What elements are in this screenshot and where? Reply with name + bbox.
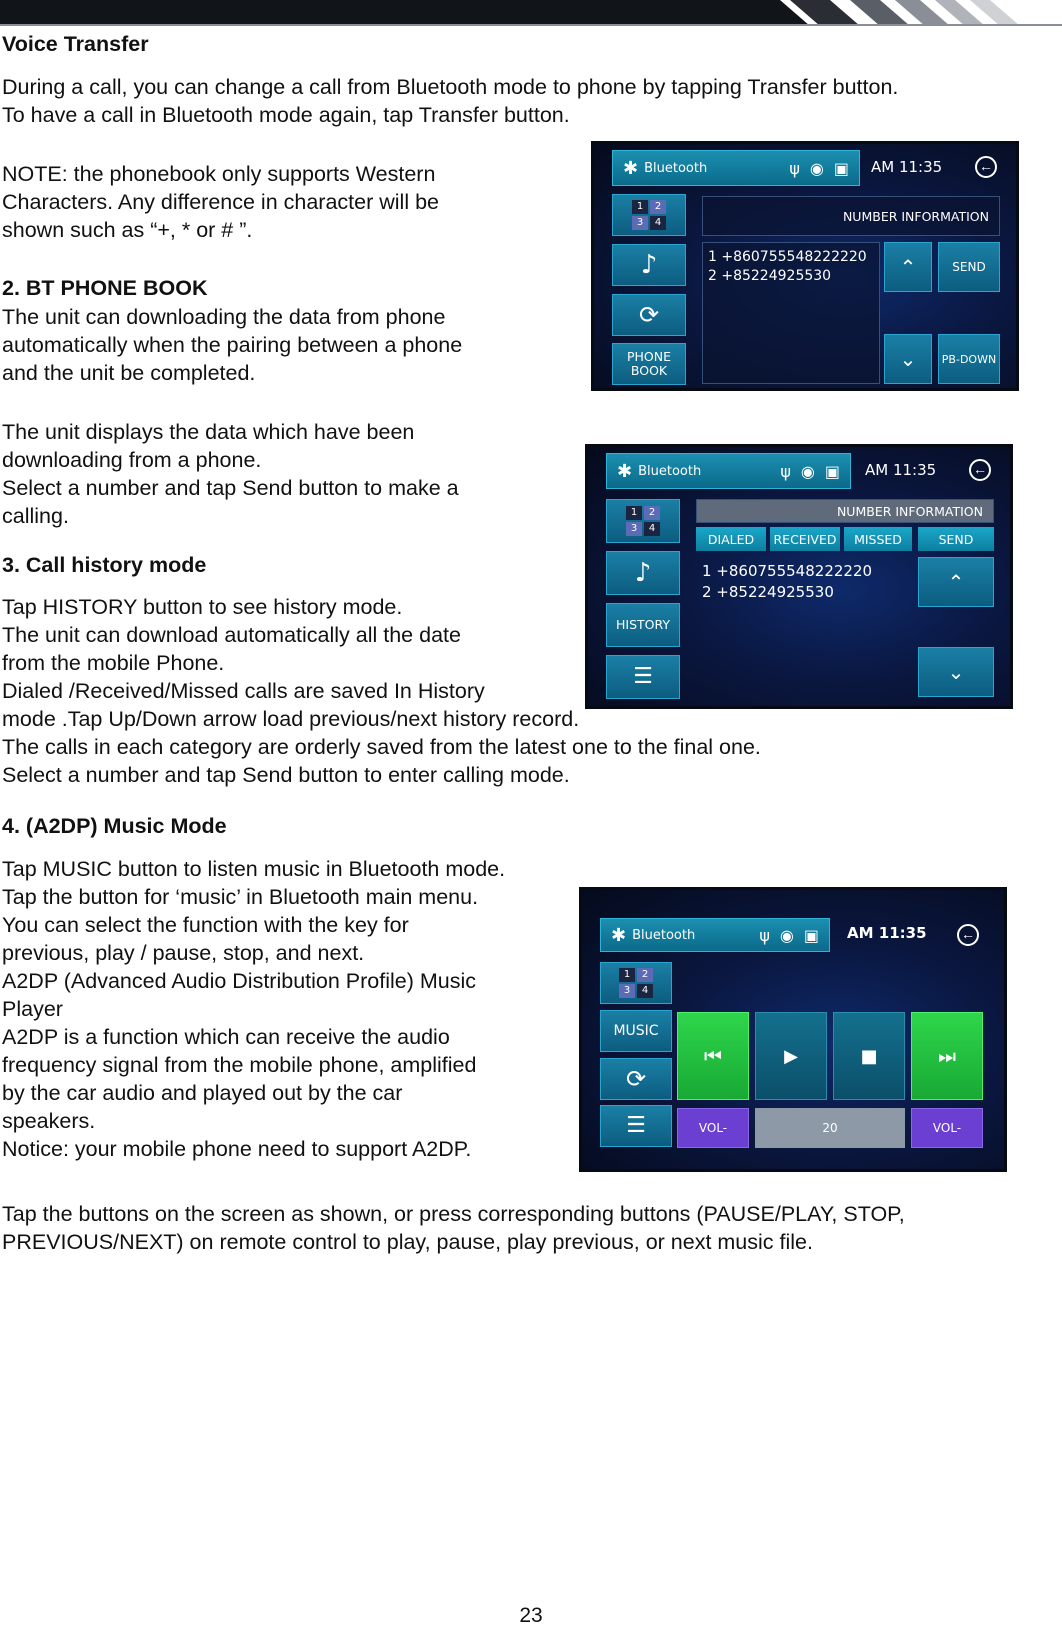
- phonebook-screen: [591, 141, 1019, 391]
- eye-icon: ◉: [779, 925, 794, 945]
- grid-digit: 4: [650, 216, 666, 230]
- stop-button[interactable]: [833, 1012, 905, 1100]
- phonebook-line: Select a number and tap Send button to make a: [2, 476, 459, 500]
- music-line: A2DP is a function which can receive the audio: [2, 1025, 450, 1049]
- tab-received[interactable]: [770, 527, 840, 551]
- bluetooth-icon: ✱: [617, 460, 633, 482]
- phonebook-line: The unit displays the data which have been: [2, 420, 415, 444]
- note-line: Characters. Any difference in character will be: [2, 190, 439, 214]
- music-note-icon: ♪: [640, 250, 658, 280]
- grid-digit: 4: [644, 522, 660, 536]
- previous-button[interactable]: [677, 1012, 749, 1100]
- volume-value: 20: [822, 1121, 838, 1135]
- music-line: You can select the function with the key for: [2, 913, 409, 937]
- history-heading: 3. Call history mode: [2, 553, 207, 577]
- number-information-label: NUMBER INFORMATION: [842, 209, 989, 224]
- bluetooth-icon: ✱: [611, 924, 627, 946]
- grid-digit: 3: [632, 216, 648, 230]
- intro-line: To have a call in Bluetooth mode again, tap Transfer button.: [2, 103, 570, 127]
- grid-digit: 4: [637, 984, 653, 998]
- list-item[interactable]: 2 +85224925530: [702, 583, 834, 601]
- play-button[interactable]: [755, 1012, 827, 1100]
- bluetooth-label: Bluetooth: [638, 463, 702, 479]
- volume-up-button[interactable]: [911, 1108, 983, 1148]
- music-line: Player: [2, 997, 63, 1021]
- music-closing-line: Tap the buttons on the screen as shown, or press corresponding buttons (PAUSE/PLAY, STOP,: [2, 1202, 905, 1226]
- scroll-up-button[interactable]: [884, 242, 932, 292]
- list-item[interactable]: 1 +860755548222220: [702, 562, 873, 580]
- history-line: mode .Tap Up/Down arrow load previous/next history record.: [2, 707, 580, 731]
- music-line: by the car audio and played out by the car: [2, 1081, 403, 1105]
- sd-card-icon: ▣: [803, 925, 819, 945]
- list-item[interactable]: 2 +85224925530: [708, 268, 832, 284]
- music-line: frequency signal from the mobile phone, amplified: [2, 1053, 477, 1077]
- grid-digit: 2: [644, 506, 660, 520]
- phonebook-paragraph-2: [2, 418, 459, 530]
- scroll-up-button[interactable]: [918, 557, 994, 607]
- music-line: Tap MUSIC button to listen music in Bluetooth mode.: [2, 857, 506, 881]
- history-line: Select a number and tap Send button to enter calling mode.: [2, 763, 570, 787]
- tab-label: DIALED: [707, 531, 755, 547]
- history-line: Tap HISTORY button to see history mode.: [2, 595, 403, 619]
- music-note-button[interactable]: [606, 551, 680, 595]
- next-button[interactable]: [911, 1012, 983, 1100]
- phonebook-line: calling.: [2, 504, 69, 528]
- note-paragraph: [2, 160, 439, 244]
- send-label: SEND: [938, 531, 974, 547]
- volume-level: [755, 1108, 905, 1148]
- history-line: The unit can download automatically all the date: [2, 623, 461, 647]
- call-history-button[interactable]: [612, 294, 686, 336]
- chevron-up-icon: ⌃: [947, 570, 965, 594]
- menu-button[interactable]: [600, 1105, 672, 1147]
- music-label: MUSIC: [613, 1023, 659, 1039]
- history-button[interactable]: [606, 603, 680, 647]
- bluetooth-status-bar: [606, 453, 851, 489]
- menu-button[interactable]: [606, 655, 680, 699]
- previous-track-icon: ⏮: [704, 1044, 722, 1068]
- number-information-label: NUMBER INFORMATION: [836, 504, 983, 519]
- send-label: SEND: [952, 260, 986, 274]
- back-icon[interactable]: ←: [975, 156, 997, 178]
- pb-down-label: PB-DOWN: [941, 352, 997, 366]
- list-icon: ☰: [633, 664, 653, 689]
- next-track-icon: ⏭: [938, 1044, 956, 1068]
- tab-label: RECEIVED: [773, 531, 837, 547]
- header-banner: [0, 0, 1062, 26]
- grid-digit: 1: [626, 506, 642, 520]
- play-icon: ▶: [784, 1045, 798, 1067]
- grid-digit: 1: [619, 968, 635, 982]
- chevron-down-icon: ⌄: [947, 660, 965, 684]
- music-button[interactable]: [600, 1010, 672, 1052]
- clock: AM 11:35: [847, 924, 927, 942]
- phonebook-line: downloading from a phone.: [2, 448, 262, 472]
- bluetooth-status-bar: [612, 150, 860, 186]
- call-history-button[interactable]: [600, 1058, 672, 1100]
- music-line: previous, play / pause, stop, and next.: [2, 941, 365, 965]
- grid-digit: 3: [626, 522, 642, 536]
- bluetooth-icon: ✱: [623, 157, 639, 179]
- phone-book-label: BOOK: [630, 363, 668, 378]
- intro-paragraph: [2, 73, 898, 129]
- music-heading: 4. (A2DP) Music Mode: [2, 814, 227, 838]
- section-title: Voice Transfer: [2, 32, 149, 56]
- phonebook-line: automatically when the pairing between a phone: [2, 333, 463, 357]
- phonebook-line: The unit can downloading the data from phone: [2, 305, 446, 329]
- back-icon[interactable]: ←: [969, 459, 991, 481]
- eye-icon: ◉: [800, 461, 815, 481]
- sd-card-icon: ▣: [824, 461, 840, 481]
- dialpad-button[interactable]: [600, 962, 672, 1004]
- history-icon: ⟳: [638, 301, 660, 329]
- bluetooth-label: Bluetooth: [644, 160, 708, 176]
- music-closing-line: PREVIOUS/NEXT) on remote control to play, pause, play previous, or next music file.: [2, 1230, 813, 1254]
- usb-icon: ψ: [780, 461, 791, 481]
- usb-icon: ψ: [789, 158, 800, 178]
- phone-book-button[interactable]: [612, 343, 686, 385]
- grid-digit: 3: [619, 984, 635, 998]
- page-number: 23: [519, 1604, 543, 1627]
- usb-icon: ψ: [759, 925, 770, 945]
- history-label: HISTORY: [615, 617, 671, 632]
- eye-icon: ◉: [809, 158, 824, 178]
- music-line: speakers.: [2, 1109, 96, 1133]
- chevron-up-icon: ⌃: [899, 255, 917, 279]
- phonebook-line: and the unit be completed.: [2, 361, 256, 385]
- scroll-down-button[interactable]: [918, 647, 994, 697]
- phonebook-heading: 2. BT PHONE BOOK: [2, 276, 208, 300]
- number-list: [702, 561, 872, 603]
- music-note-button[interactable]: [612, 244, 686, 286]
- music-line: Notice: your mobile phone need to support A2DP.: [2, 1137, 472, 1161]
- music-note-icon: ♪: [634, 558, 652, 588]
- number-information-panel: [696, 499, 994, 523]
- tab-dialed[interactable]: [696, 527, 766, 551]
- send-button[interactable]: [938, 242, 1000, 292]
- send-button[interactable]: [918, 527, 994, 551]
- dialpad-button[interactable]: [612, 194, 686, 236]
- history-screen: [585, 444, 1013, 709]
- scroll-down-button[interactable]: [884, 334, 932, 384]
- stop-icon: ■: [860, 1045, 878, 1067]
- history-line: Dialed /Received/Missed calls are saved In History: [2, 679, 485, 703]
- intro-line: During a call, you can change a call from Bluetooth mode to phone by tapping Transfer button.: [2, 75, 899, 99]
- list-icon: ☰: [626, 1113, 646, 1138]
- music-paragraph: [2, 855, 505, 1163]
- phonebook-paragraph: [2, 303, 462, 387]
- back-icon[interactable]: ←: [957, 924, 979, 946]
- bluetooth-status-bar: [600, 918, 830, 952]
- history-icon: ⟳: [625, 1065, 647, 1093]
- grid-digit: 2: [650, 200, 666, 214]
- pb-down-button[interactable]: [938, 334, 1000, 384]
- phone-book-label: PHONE: [626, 349, 672, 364]
- tab-missed[interactable]: [844, 527, 912, 551]
- tab-label: MISSED: [854, 531, 902, 547]
- dialpad-button[interactable]: [606, 499, 680, 543]
- music-line: Tap the button for ‘music’ in Bluetooth main menu.: [2, 885, 479, 909]
- note-line: NOTE: the phonebook only supports Western: [2, 162, 436, 186]
- music-closing-paragraph: [2, 1200, 905, 1256]
- music-line: A2DP (Advanced Audio Distribution Profile) Music: [2, 969, 477, 993]
- grid-digit: 1: [632, 200, 648, 214]
- bluetooth-label: Bluetooth: [632, 927, 696, 943]
- chevron-down-icon: ⌄: [899, 347, 917, 371]
- history-line: The calls in each category are orderly saved from the latest one to the final one.: [2, 735, 761, 759]
- note-line: shown such as “+, * or # ”.: [2, 218, 253, 242]
- volume-down-label: VOL-: [698, 1121, 728, 1135]
- history-line: from the mobile Phone.: [2, 651, 225, 675]
- sd-card-icon: ▣: [833, 158, 849, 178]
- volume-down-button[interactable]: [677, 1108, 749, 1148]
- number-list: [708, 248, 867, 286]
- list-item[interactable]: 1 +860755548222220: [708, 249, 867, 265]
- clock: AM 11:35: [865, 461, 937, 479]
- volume-up-label: VOL-: [932, 1121, 962, 1135]
- grid-digit: 2: [637, 968, 653, 982]
- music-screen: [579, 887, 1007, 1172]
- number-information-panel: [702, 196, 1000, 236]
- clock: AM 11:35: [871, 158, 943, 176]
